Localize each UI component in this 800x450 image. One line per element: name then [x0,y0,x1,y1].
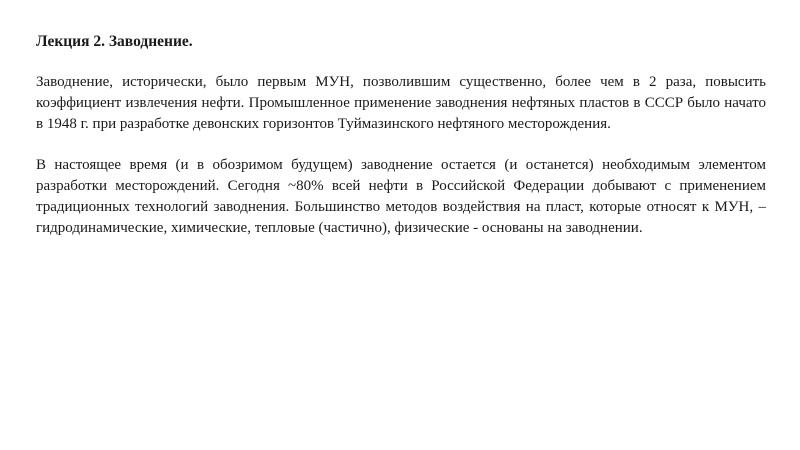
paragraph-present: В настоящее время (и в обозримом будущем) заводнение остается (и останется) необходимым элементом разработки месторождений. Сегодня ~80% всей нефти в Российской Федерации добывают с применением традиционных технологий заводнения. Большинство методов воздействия на пласт, которые относят к МУН, – гидродинамические, химические, тепловые (частично), физические - основаны на заводнении. [36,157,766,236]
slide-content [36,32,766,259]
lecture-title: Лекция 2. Заводнение. [36,33,193,50]
paragraph-history: Заводнение, исторически, было первым МУН, позволившим существенно, более чем в 2 раза, повысить коэффициент извлечения нефти. Промышленное применение заводнения нефтяных пластов в СССР было начато в 1948 г. при разработке девонских горизонтов Туймазинского нефтяного месторождения. [36,74,766,132]
